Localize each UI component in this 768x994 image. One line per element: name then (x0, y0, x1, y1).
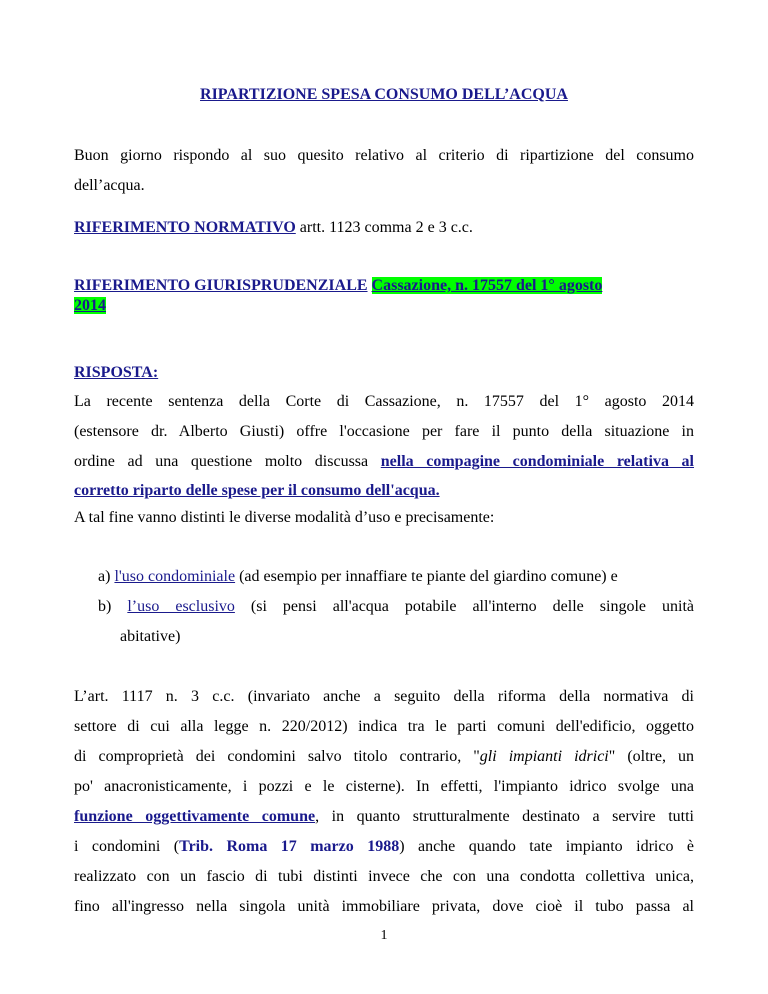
riferimento-giurisprudenziale (74, 277, 694, 295)
list-item-b-line-2: abitative) (120, 628, 181, 645)
p1-line-3 (74, 453, 694, 471)
p2-line-3-italic: gli impianti idrici (479, 748, 609, 765)
riferimento-giurisprudenziale-text: Cassazione, n. 17557 del 1° agosto (371, 277, 603, 294)
riferimento-normativo-text: artt. 1123 comma 2 e 3 c.c. (299, 219, 473, 236)
p1-line-3-text: ordine ad una questione molto discussa (74, 453, 381, 470)
p1-line-4 (74, 482, 694, 500)
riferimento-normativo (74, 219, 694, 237)
list-item-b-marker: b) (98, 598, 112, 615)
list-item-b-text: (si pensi all'acqua potabile all'interno delle singole unità (234, 598, 694, 615)
list-item-b (98, 598, 694, 616)
page-title: RIPARTIZIONE SPESA CONSUMO DELL’ACQUA (200, 86, 568, 103)
risposta-heading (74, 364, 694, 382)
p2-line-6 (74, 838, 694, 856)
p2-line-5 (74, 808, 694, 826)
riferimento-normativo-label: RIFERIMENTO NORMATIVO (74, 219, 296, 236)
p2-line-4: po' anacronisticamente, i pozzi e le cisterne). In effetti, l'impianto idrico svolge una (74, 778, 694, 795)
p2-line-3-text: di comproprietà dei condomini salvo titolo contrario, " (74, 748, 480, 765)
page-number: 1 (380, 928, 388, 943)
riferimento-giurisprudenziale-label: RIFERIMENTO GIURISPRUDENZIALE (74, 277, 368, 294)
p1-line-2: (estensore dr. Alberto Giusti) offre l'occasione per fare il punto della situazione in (74, 423, 694, 440)
p2-line-7: realizzato con un fascio di tubi distinti invece che con una condotta collettiva unica, (74, 868, 694, 885)
p2-line-5-text: , in quanto strutturalmente destinato a servire tutti (315, 808, 694, 825)
p2-line-6-text: i condomini ( (74, 838, 180, 855)
intro-line-2: dell’acqua. (74, 177, 145, 194)
intro-line-1: Buon giorno rispondo al suo quesito relativo al criterio di ripartizione del consumo (74, 147, 694, 164)
p2-line-5-bold: funzione oggettivamente comune (74, 808, 316, 825)
p1-line-5: A tal fine vanno distinti le diverse modalità d’uso e precisamente: (74, 509, 495, 526)
p2-line-6-tail: ) anche quando tate impianto idrico è (399, 838, 694, 855)
risposta-label: RISPOSTA: (74, 364, 159, 381)
list-item-b-underlined: l’uso esclusivo (127, 598, 235, 615)
list-item-a (98, 568, 694, 586)
p1-line-1: La recente sentenza della Corte di Cassazione, n. 17557 del 1° agosto 2014 (74, 393, 694, 410)
p2-line-2: settore di cui alla legge n. 220/2012) indica tra le parti comuni dell'edificio, oggetto (74, 718, 694, 735)
riferimento-giurisprudenziale-cont (74, 297, 694, 315)
riferimento-giurisprudenziale-year: 2014 (74, 297, 106, 314)
p2-line-3-tail: " (oltre, un (608, 748, 695, 765)
list-item-a-marker: a) (98, 568, 111, 585)
p2-line-6-bold: Trib. Roma 17 marzo 1988 (179, 838, 400, 855)
p2-line-8: fino all'ingresso nella singola unità immobiliare privata, dove cioè il tubo passa al (74, 898, 694, 915)
list-item-a-underlined: l'uso condominiale (114, 568, 236, 585)
p2-line-1: L’art. 1117 n. 3 c.c. (invariato anche a seguito della riforma della normativa di (74, 688, 694, 705)
p1-line-3-bold: nella compagine condominiale relativa al (380, 453, 695, 470)
p1-line-4-bold: corretto riparto delle spese per il consumo dell'acqua. (74, 482, 440, 499)
list-item-a-text: (ad esempio per innaffiare te piante del giardino comune) e (235, 568, 618, 585)
p2-line-3 (74, 748, 694, 766)
